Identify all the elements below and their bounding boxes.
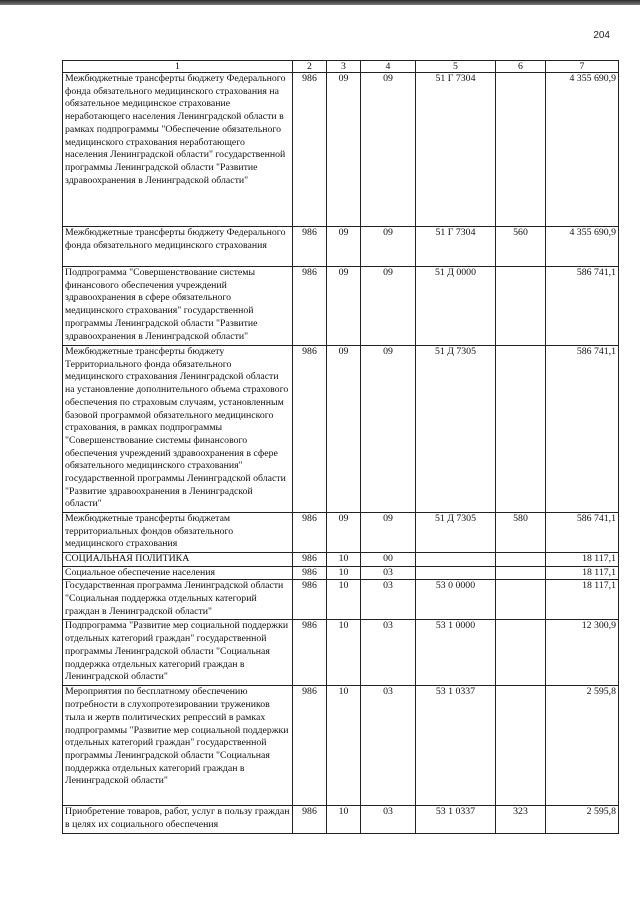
cell-amount: 586 741,1 [546,513,619,553]
column-header: 5 [416,61,496,73]
cell-target-article: 51 Д 7305 [416,513,496,553]
cell-section: 09 [327,513,361,553]
cell-amount: 4 355 690,9 [546,73,619,227]
table-row [63,806,619,834]
cell-expense-type: 580 [496,513,546,553]
cell-ministry: 986 [293,620,327,686]
cell-subsection: 03 [361,566,416,580]
cell-expense-type [496,566,546,580]
cell-amount: 586 741,1 [546,346,619,513]
cell-ministry: 986 [293,553,327,567]
cell-ministry: 986 [293,346,327,513]
cell-section: 10 [327,553,361,567]
row-name: Межбюджетные трансферты бюджету Территориального фонда обязательного медицинского страхования Ленинградской области на установление дополнительного объема страхового обеспечения по страховым случаям, установленным базовой программой обязательного медицинского страхования, в рамках подпрограммы "Совершенствование системы финансового обеспечения учреждений здравоохранения в сфере обязательного медицинского страхования" государственной программы Ленинградской области "Развитие здравоохранения в Ленинградской области" [63,346,293,513]
cell-ministry: 986 [293,686,327,806]
table-row [63,227,619,267]
cell-ministry: 986 [293,806,327,834]
cell-section: 10 [327,686,361,806]
cell-section: 09 [327,346,361,513]
cell-target-article: 53 1 0337 [416,806,496,834]
table-row [63,346,619,513]
cell-section: 10 [327,580,361,620]
cell-ministry: 986 [293,580,327,620]
row-name: СОЦИАЛЬНАЯ ПОЛИТИКА [63,553,293,567]
cell-section: 09 [327,267,361,346]
budget-table [62,60,619,834]
row-name: Межбюджетные трансферты бюджету Федерального фонда обязательного медицинского страхования на обязательное медицинское страхование неработающего населения Ленинградской области в рамках подпрограммы "Обеспечение обязательного медицинского страхования неработающего населения Ленинградской области" государственной программы Ленинградской области "Развитие здравоохранения в Ленинградской области" [63,73,293,227]
cell-subsection: 00 [361,553,416,567]
cell-section: 10 [327,620,361,686]
cell-expense-type [496,620,546,686]
page-number: 204 [593,30,610,41]
row-name: Межбюджетные трансферты бюджету Федерального фонда обязательного медицинского страхования [63,227,293,267]
cell-expense-type [496,267,546,346]
cell-section: 09 [327,227,361,267]
cell-subsection: 09 [361,513,416,553]
cell-target-article: 51 Д 0000 [416,267,496,346]
cell-target-article: 51 Г 7304 [416,227,496,267]
cell-subsection: 09 [361,346,416,513]
cell-target-article: 53 0 0000 [416,580,496,620]
cell-ministry: 986 [293,227,327,267]
cell-ministry: 986 [293,267,327,346]
table-row [63,620,619,686]
table-row [63,267,619,346]
cell-expense-type [496,580,546,620]
cell-subsection: 03 [361,580,416,620]
cell-expense-type [496,346,546,513]
cell-amount: 2 595,8 [546,806,619,834]
table-row [63,566,619,580]
cell-expense-type: 323 [496,806,546,834]
cell-target-article [416,553,496,567]
cell-ministry: 986 [293,513,327,553]
cell-expense-type: 560 [496,227,546,267]
cell-subsection: 03 [361,686,416,806]
cell-expense-type [496,553,546,567]
cell-expense-type [496,686,546,806]
cell-amount: 18 117,1 [546,553,619,567]
cell-subsection: 09 [361,267,416,346]
cell-ministry: 986 [293,73,327,227]
row-name: Социальное обеспечение населения [63,566,293,580]
row-name: Подпрограмма "Совершенствование системы финансового обеспечения учреждений здравоохранения в сфере обязательного медицинского страхования" государственной программы Ленинградской области "Развитие здравоохранения в Ленинградской области" [63,267,293,346]
cell-target-article: 53 1 0337 [416,686,496,806]
cell-section: 10 [327,806,361,834]
cell-target-article: 53 1 0000 [416,620,496,686]
row-name: Государственная программа Ленинградской области "Социальная поддержка отдельных категорий граждан в Ленинградской области" [63,580,293,620]
table-row [63,580,619,620]
scan-top-edge [0,0,640,5]
table-row [63,553,619,567]
column-header: 6 [496,61,546,73]
cell-amount: 12 300,9 [546,620,619,686]
cell-subsection: 03 [361,620,416,686]
row-name: Подпрограмма "Развитие мер социальной поддержки отдельных категорий граждан" государственной программы Ленинградской области "Социальная поддержка отдельных категорий граждан в Ленинградской области" [63,620,293,686]
table-row [63,513,619,553]
cell-ministry: 986 [293,566,327,580]
row-name: Мероприятия по бесплатному обеспечению потребности в слухопротезировании тружеников тыла и жертв политических репрессий в рамках подпрограммы "Развитие мер социальной поддержки отдельных категорий граждан" государственной программы Ленинградской области "Социальная поддержка отдельных категорий граждан в Ленинградской области" [63,686,293,806]
cell-section: 10 [327,566,361,580]
cell-target-article [416,566,496,580]
cell-subsection: 09 [361,73,416,227]
cell-amount: 18 117,1 [546,566,619,580]
cell-amount: 2 595,8 [546,686,619,806]
cell-target-article: 51 Г 7304 [416,73,496,227]
cell-subsection: 03 [361,806,416,834]
column-header: 3 [327,61,361,73]
cell-subsection: 09 [361,227,416,267]
cell-section: 09 [327,73,361,227]
cell-amount: 586 741,1 [546,267,619,346]
column-header: 2 [293,61,327,73]
table-row [63,686,619,806]
header-row [63,61,619,73]
column-header: 4 [361,61,416,73]
column-header: 1 [63,61,293,73]
column-header: 7 [546,61,619,73]
cell-target-article: 51 Д 7305 [416,346,496,513]
cell-expense-type [496,73,546,227]
table-row [63,73,619,227]
cell-amount: 18 117,1 [546,580,619,620]
row-name: Межбюджетные трансферты бюджетам территориальных фондов обязательного медицинского страхования [63,513,293,553]
row-name: Приобретение товаров, работ, услуг в пользу граждан в целях их социального обеспечения [63,806,293,834]
cell-amount: 4 355 690,9 [546,227,619,267]
